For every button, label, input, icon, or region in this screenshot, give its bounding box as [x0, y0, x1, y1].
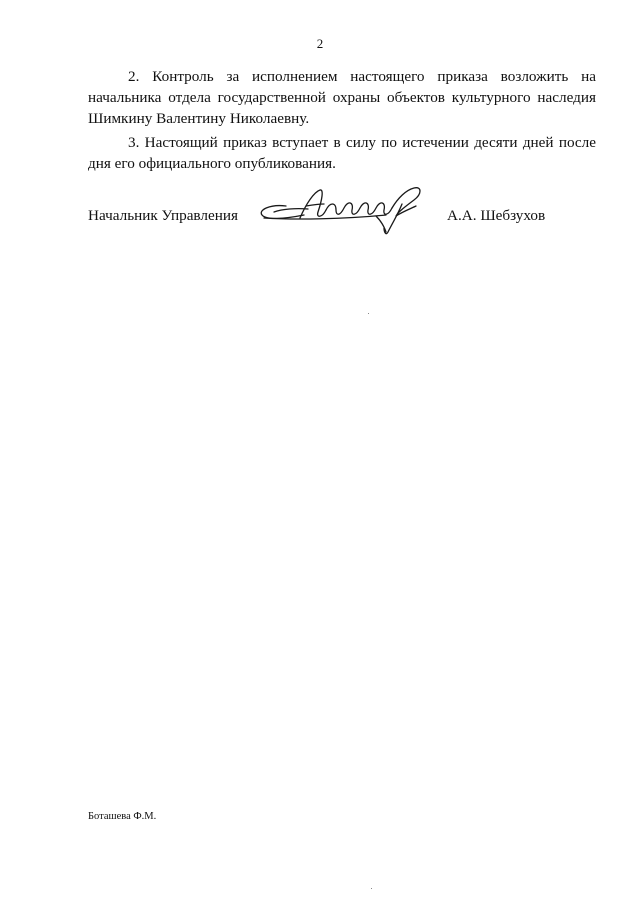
scan-speck — [368, 313, 369, 314]
scan-speck — [371, 888, 372, 889]
handwritten-signature — [256, 182, 432, 238]
executor-name: Боташева Ф.М. — [88, 811, 157, 822]
document-body — [88, 66, 596, 174]
page-number: 2 — [316, 36, 324, 51]
paragraph-2-control: 2. Контроль за исполнением настоящего приказа возложить на начальника отдела государственной охраны объектов культурного наследия Шимкину Валентину Николаевну. — [88, 68, 596, 127]
signatory-position: Начальник Управления — [88, 207, 238, 224]
signature-block — [88, 196, 596, 240]
paragraph-3-effective-date: 3. Настоящий приказ вступает в силу по истечении десяти дней после дня его официального опубликования. — [88, 134, 596, 172]
signatory-name: А.А. Шебзухов — [447, 207, 546, 224]
